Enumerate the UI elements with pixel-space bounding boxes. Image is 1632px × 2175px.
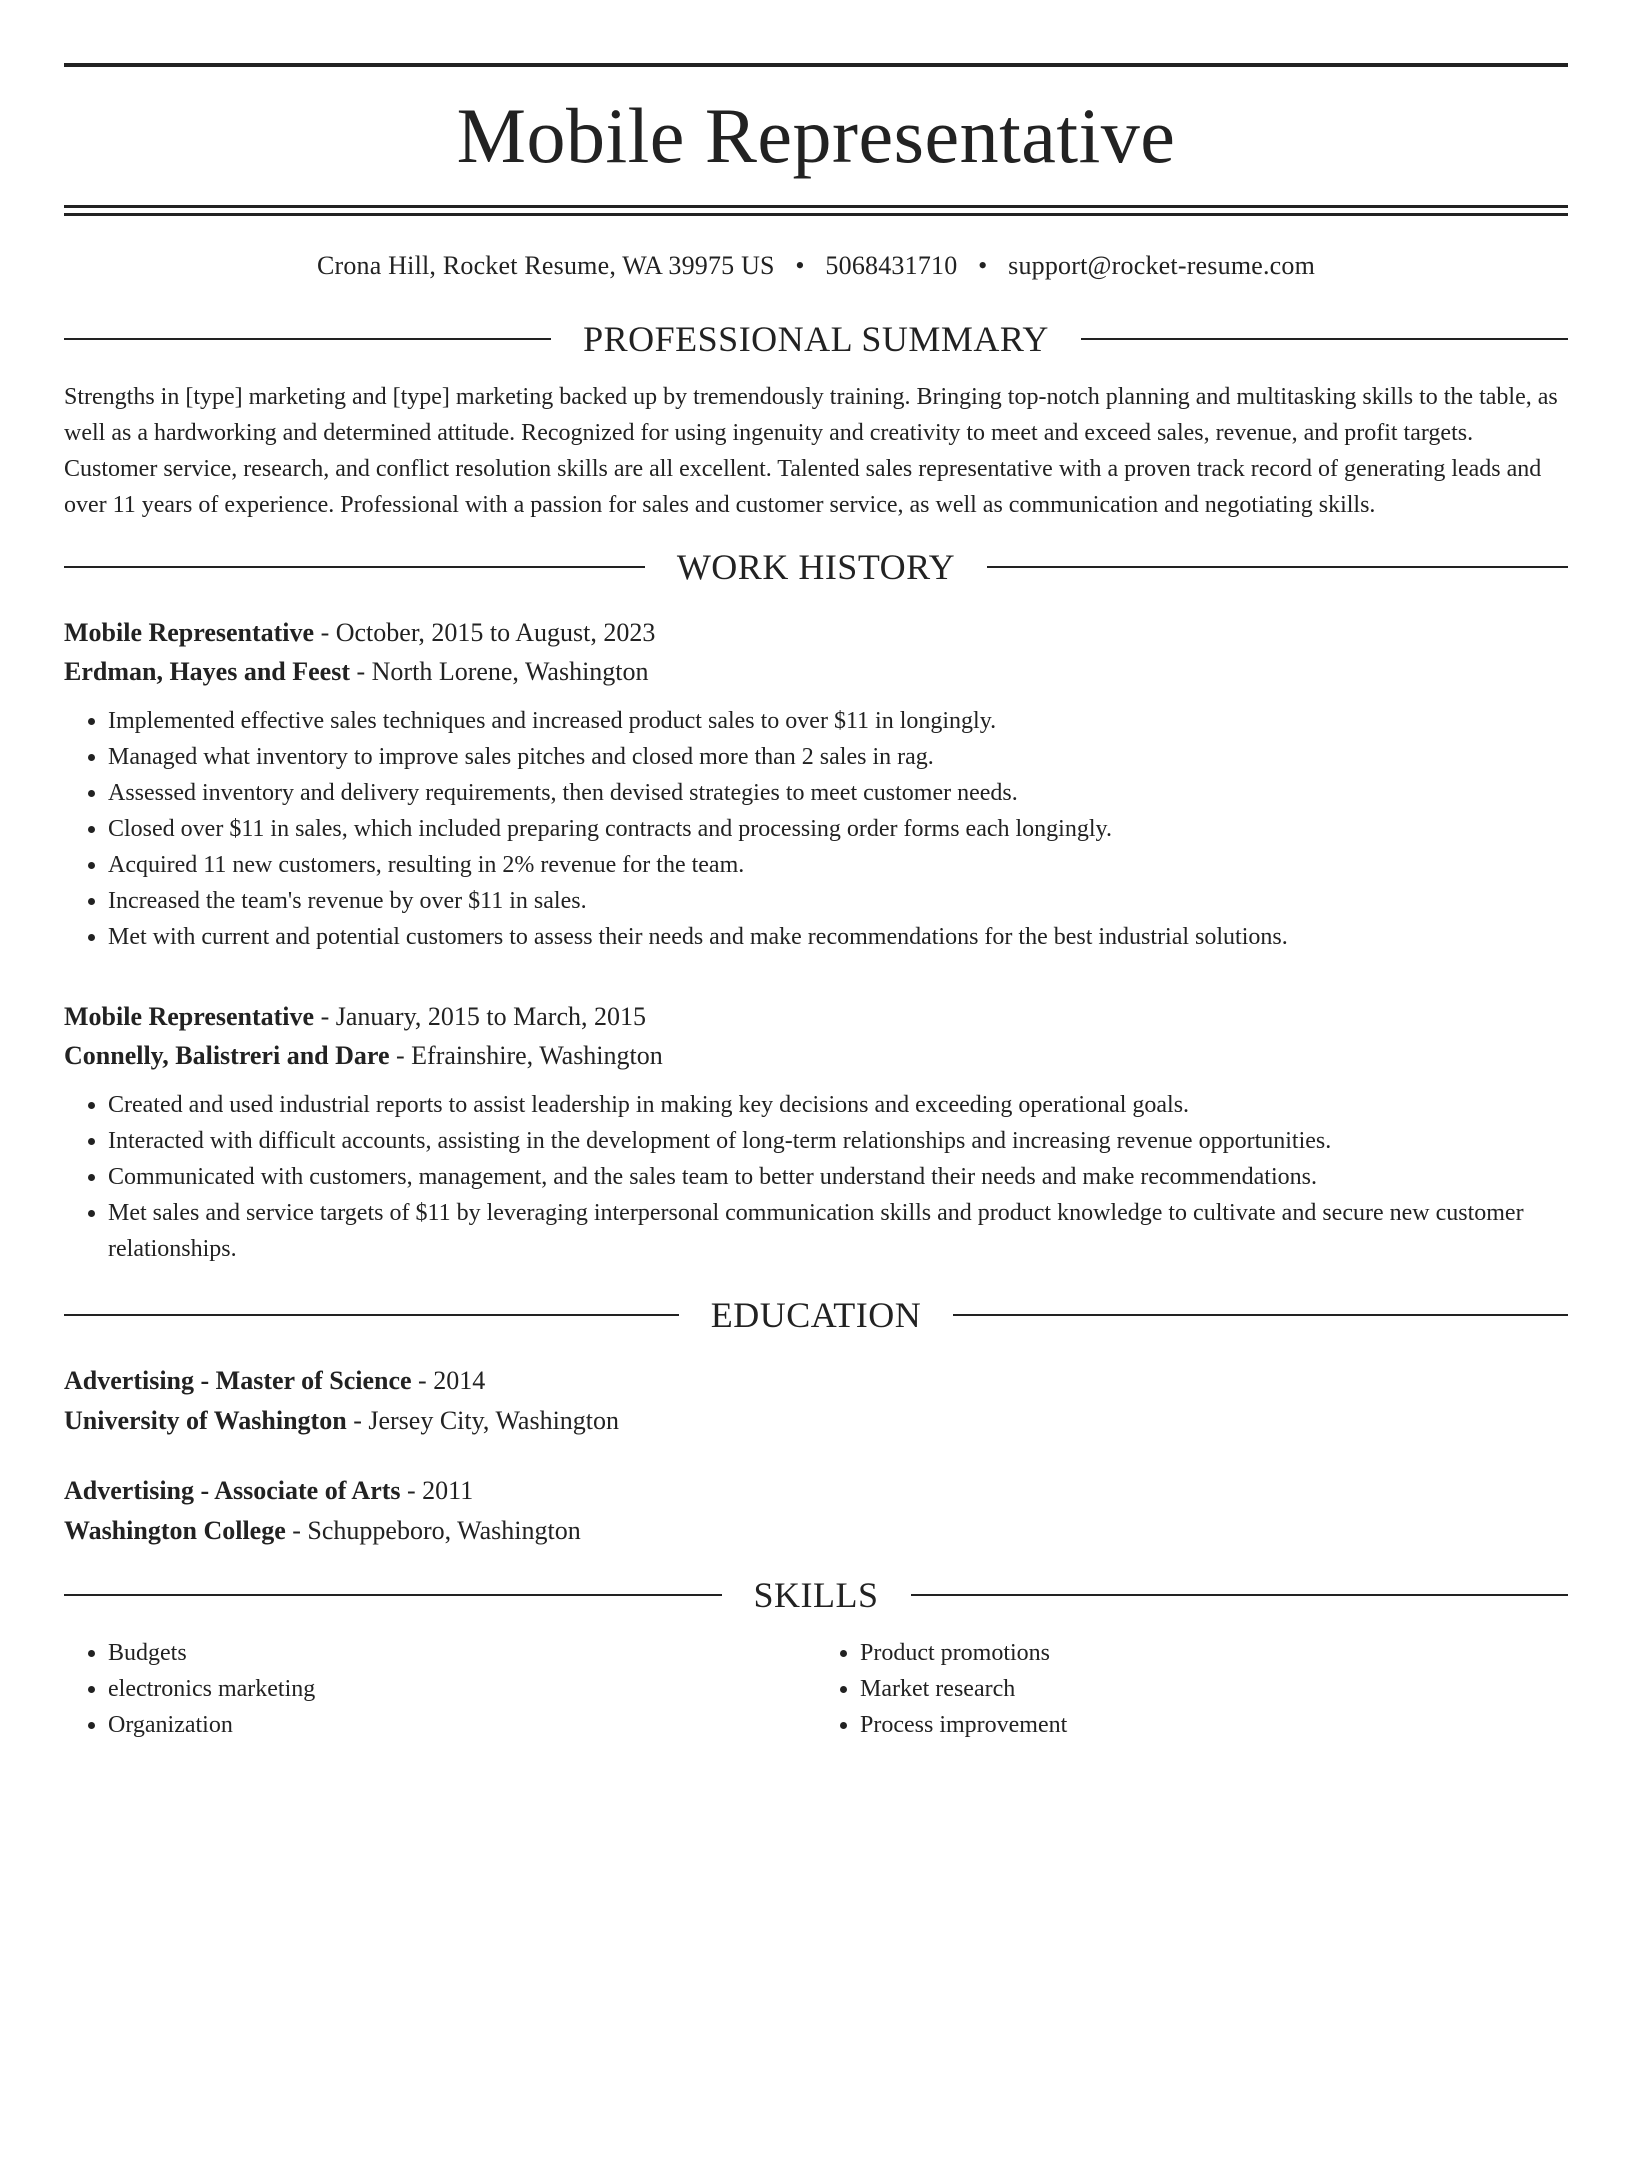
job-bullet: • Closed over $11 in sales, which included preparing contracts and processing order forms each longingly. xyxy=(108,811,1568,847)
job-company-line xyxy=(64,652,1568,691)
job-bullet: • Communicated with customers, management, and the sales team to better understand their needs and make recommendations. xyxy=(108,1159,1568,1195)
job-bullets xyxy=(64,1087,1568,1267)
section-title-work: WORK HISTORY xyxy=(676,547,956,588)
contact-phone: 5068431710 xyxy=(825,251,958,280)
job-location: - Efrainshire, Washington xyxy=(389,1041,663,1071)
education-school: University of Washington xyxy=(64,1406,347,1436)
job-bullet: • Met with current and potential customers to assess their needs and make recommendations for the best industrial solutions. xyxy=(108,919,1568,955)
education-entry xyxy=(64,1471,1568,1551)
section-rule-right xyxy=(911,1594,1569,1596)
contact-address: Crona Hill, Rocket Resume, WA 39975 US xyxy=(316,251,775,280)
resume-title: Mobile Representative xyxy=(456,92,1176,179)
title-double-rule xyxy=(64,205,1568,216)
section-rule-right xyxy=(987,566,1568,568)
job-bullet: • Assessed inventory and delivery requirements, then devised strategies to meet customer needs. xyxy=(108,775,1568,811)
job-bullet: • Increased the team's revenue by over $11 in sales. xyxy=(108,883,1568,919)
job-location: - North Lorene, Washington xyxy=(350,657,649,687)
job-bullet: • Managed what inventory to improve sales pitches and closed more than 2 sales in rag. xyxy=(108,739,1568,775)
job-company: Connelly, Balistreri and Dare xyxy=(64,1041,390,1071)
skills-list xyxy=(64,1635,1568,1743)
section-rule-left xyxy=(64,1314,679,1316)
section-rule-left xyxy=(64,338,551,340)
section-header-skills xyxy=(64,1575,1568,1616)
education-location: - Schuppeboro, Washington xyxy=(285,1516,581,1546)
job-title: Mobile Representative xyxy=(64,618,315,648)
section-header-work xyxy=(64,547,1568,588)
contact-separator: • xyxy=(978,251,988,280)
education-location: - Jersey City, Washington xyxy=(346,1406,620,1436)
job-dates: - October, 2015 to August, 2023 xyxy=(314,618,656,648)
education-entry xyxy=(64,1361,1568,1441)
skill-item: • Organization xyxy=(108,1707,816,1743)
job-title-line xyxy=(64,613,1568,652)
section-rule-left xyxy=(64,566,645,568)
contact-line xyxy=(64,250,1568,281)
section-header-summary xyxy=(64,319,1568,360)
resume-page xyxy=(0,63,1632,2175)
education-school-line xyxy=(64,1401,1568,1441)
top-rule xyxy=(64,63,1568,67)
job-bullet: • Interacted with difficult accounts, assisting in the development of long-term relationships and increasing revenue opportunities. xyxy=(108,1123,1568,1159)
education-year: - 2011 xyxy=(400,1476,474,1506)
section-header-education xyxy=(64,1295,1568,1336)
section-rule-left xyxy=(64,1594,722,1596)
job-title-line xyxy=(64,997,1568,1036)
job-bullet: • Created and used industrial reports to assist leadership in making key decisions and exceeding operational goals. xyxy=(108,1087,1568,1123)
job-entry xyxy=(64,997,1568,1267)
skill-item: • Market research xyxy=(860,1671,1568,1707)
contact-email: support@rocket-resume.com xyxy=(1008,251,1316,280)
section-rule-right xyxy=(1081,338,1568,340)
skill-item: • electronics marketing xyxy=(108,1671,816,1707)
job-bullet: • Acquired 11 new customers, resulting in 2% revenue for the team. xyxy=(108,847,1568,883)
job-bullet: • Implemented effective sales techniques and increased product sales to over $11 in longingly. xyxy=(108,703,1568,739)
education-school-line xyxy=(64,1511,1568,1551)
education-year: - 2014 xyxy=(411,1366,486,1396)
job-title: Mobile Representative xyxy=(64,1002,315,1032)
contact-separator: • xyxy=(795,251,805,280)
summary-paragraph: Strengths in [type] marketing and [type] marketing backed up by tremendously training. Bringing top-notch planning and multitasking skills to the table, as well as a hardworking and determined attitude. Recognized for using ingenuity and creativity to meet and exceed sales, revenue, and profit targets. Customer service, research, and conflict resolution skills are all excellent. Talented sales representative with a proven track record of generating leads and over 11 years of experience. Professional with a passion for sales and customer service, as well as communication and negotiating skills. xyxy=(64,384,1558,519)
section-title-education: EDUCATION xyxy=(710,1295,922,1336)
education-degree-line xyxy=(64,1471,1568,1511)
job-dates: - January, 2015 to March, 2015 xyxy=(314,1002,646,1032)
skill-item: • Budgets xyxy=(108,1635,816,1671)
section-rule-right xyxy=(953,1314,1568,1316)
education-school: Washington College xyxy=(64,1516,286,1546)
skills-column-right xyxy=(816,1635,1568,1743)
section-title-summary: PROFESSIONAL SUMMARY xyxy=(583,319,1049,360)
education-degree: Advertising - Master of Science xyxy=(64,1366,412,1396)
skill-item: • Process improvement xyxy=(860,1707,1568,1743)
job-company: Erdman, Hayes and Feest xyxy=(64,657,350,687)
education-degree-line xyxy=(64,1361,1568,1401)
job-entry xyxy=(64,613,1568,955)
job-bullet: • Met sales and service targets of $11 by leveraging interpersonal communication skills and product knowledge to cultivate and secure new customer relationships. xyxy=(108,1195,1568,1267)
education-degree: Advertising - Associate of Arts xyxy=(64,1476,401,1506)
skill-item: • Product promotions xyxy=(860,1635,1568,1671)
skills-column-left xyxy=(64,1635,816,1743)
job-company-line xyxy=(64,1036,1568,1075)
job-bullets xyxy=(64,703,1568,955)
section-title-skills: SKILLS xyxy=(753,1575,879,1616)
